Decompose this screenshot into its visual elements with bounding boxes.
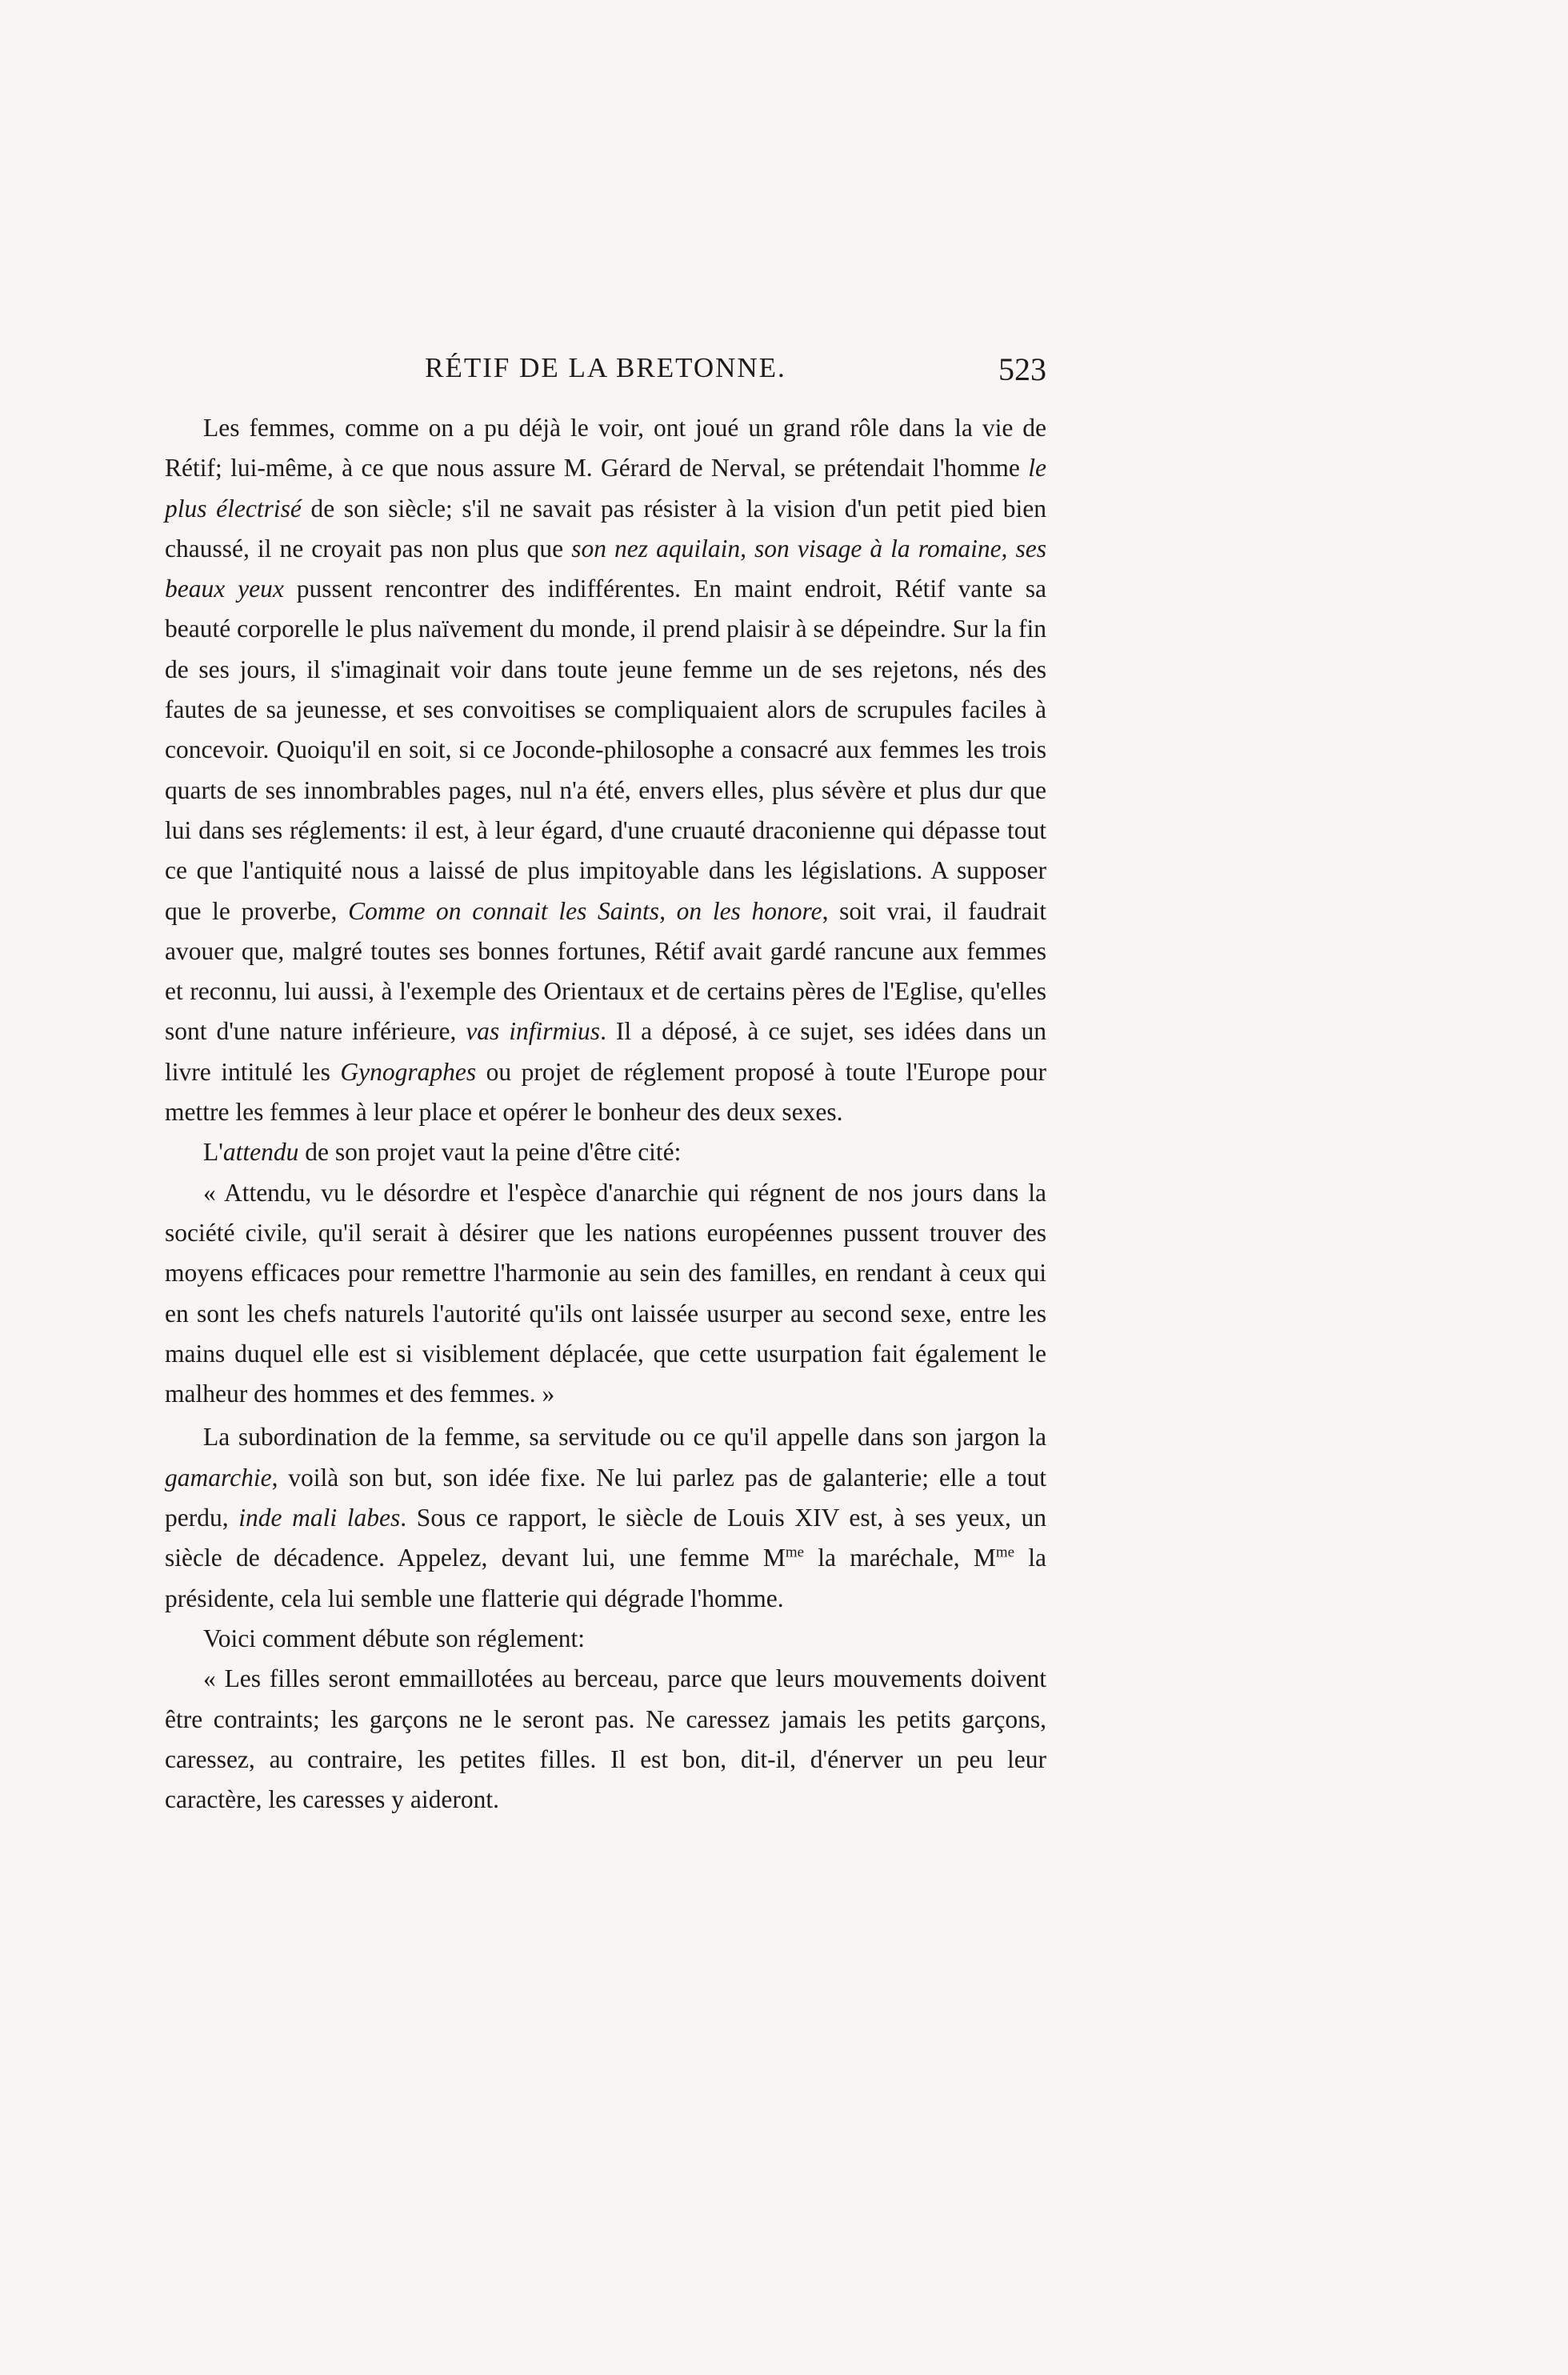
page-number: 523 xyxy=(998,351,1046,387)
paragraph-p1 xyxy=(165,408,1046,1132)
text-run: « Attendu, vu le désordre et l'espèce d'anarchie qui régnent de nos jours dans la société civile, qu'il serait à désirer que les nations européennes pussent trouver des moyens efficaces pour remettre l'harmonie au sein des familles, en rendant à ceux qui en sont les chefs naturels l'autorité qu'ils ont laissée usurper au second sexe, entre les mains duquel elle est si visiblement déplacée, que cette usurpation fait également le malheur des hommes et des femmes. » xyxy=(165,1178,1046,1408)
text-run: . Il a déposé, à ce sujet, ses idées dans un livre intitulé les xyxy=(165,1017,1047,1086)
text-run: , voilà son but, son idée fixe. Ne lui parlez pas de galanterie; elle a tout perdu, xyxy=(165,1463,1046,1532)
running-head xyxy=(165,352,1046,400)
text-run: Voici comment débute son réglement: xyxy=(203,1624,586,1652)
paragraph-p5 xyxy=(165,1619,1046,1659)
text-run: « Les filles seront emmaillotées au berceau, parce que leurs mouvements doivent être contraints; les garçons ne le seront pas. Ne caressez jamais les petits garçons, caressez, au contraire, les petites filles. Il est bon, dit-il, d'énerver un peu leur caractère, les caresses y aideront. xyxy=(165,1664,1046,1814)
text-run: pussent rencontrer des indifférentes. En maint endroit, Rétif vante sa beauté corporelle le plus naïvement du monde, il prend plaisir à se dépeindre. Sur la fin de ses jours, il s'imaginait voir dans toute jeune femme un de ses rejetons, nés des fautes de sa jeunesse, et ses convoitises se compliquaient alors de scrupules faciles à concevoir. Quoiqu'il en soit, si ce Joconde-philosophe a consacré aux femmes les trois quarts de ses innombrables pages, nul n'a été, envers elles, plus sévère et plus dur que lui dans ses réglements: il est, à leur égard, d'une cruauté draconienne qui dépasse tout ce que l'antiquité nous a laissé de plus impitoyable dans les législations. A supposer que le proverbe, xyxy=(165,575,1047,925)
text-run: la maréchale, M xyxy=(803,1544,996,1572)
text-run: Les femmes, comme on a pu déjà le voir, ont joué un grand rôle dans la vie de Rétif; lui-même, à ce que nous assure M. Gérard de Nerval, se prétendait l'homme xyxy=(165,414,1046,483)
text-run: de son projet vaut la peine d'être cité: xyxy=(298,1138,682,1167)
text-run: La subordination de la femme, sa servitude ou ce qu'il appelle dans son jargon la xyxy=(203,1423,1046,1452)
paragraph-p3 xyxy=(165,1173,1046,1415)
text-run: ou projet de réglement proposé à toute l'Europe pour mettre les femmes à leur place et opérer le bonheur des deux sexes. xyxy=(165,1057,1046,1127)
text-run: , soit vrai, il faudrait avouer que, malgré toutes ses bonnes fortunes, Rétif avait gardé rancune aux femmes et reconnu, lui aussi, à l'exemple des Orientaux et de certains pères de l'Eglise, qu'elles sont d'une nature inférieure, xyxy=(165,896,1046,1046)
italic-phrase: Comme on connait les Saints, on les honore xyxy=(348,896,822,925)
text-run: de son siècle; s'il ne savait pas résister à la vision d'un petit pied bien chaussé, il ne croyait pas non plus que xyxy=(165,494,1046,563)
italic-phrase: le plus électrisé xyxy=(165,454,1046,523)
paragraph-p2 xyxy=(165,1132,1046,1172)
italic-phrase: gamarchie xyxy=(165,1463,272,1492)
italic-phrase: Gynographes xyxy=(340,1057,477,1086)
book-page xyxy=(165,352,1046,1820)
italic-phrase: attendu xyxy=(222,1138,299,1167)
body-text xyxy=(165,408,1046,1820)
text-run: L' xyxy=(203,1138,223,1167)
italic-phrase: son nez aquilain, son visage à la romaine, ses beaux yeux xyxy=(165,534,1046,603)
superscript: me xyxy=(995,1544,1014,1561)
paragraph-p4 xyxy=(165,1417,1046,1618)
italic-phrase: inde mali labes xyxy=(238,1504,401,1532)
text-run: la présidente, cela lui semble une flatterie qui dégrade l'homme. xyxy=(165,1544,1046,1612)
superscript: me xyxy=(785,1544,804,1561)
running-title: RÉTIF DE LA BRETONNE. xyxy=(425,352,786,383)
text-run: . Sous ce rapport, le siècle de Louis XIV est, à ses yeux, un siècle de décadence. Appelez, devant lui, une femme M xyxy=(165,1504,1046,1572)
italic-phrase: vas infirmius xyxy=(466,1017,601,1046)
paragraph-p6 xyxy=(165,1659,1046,1820)
